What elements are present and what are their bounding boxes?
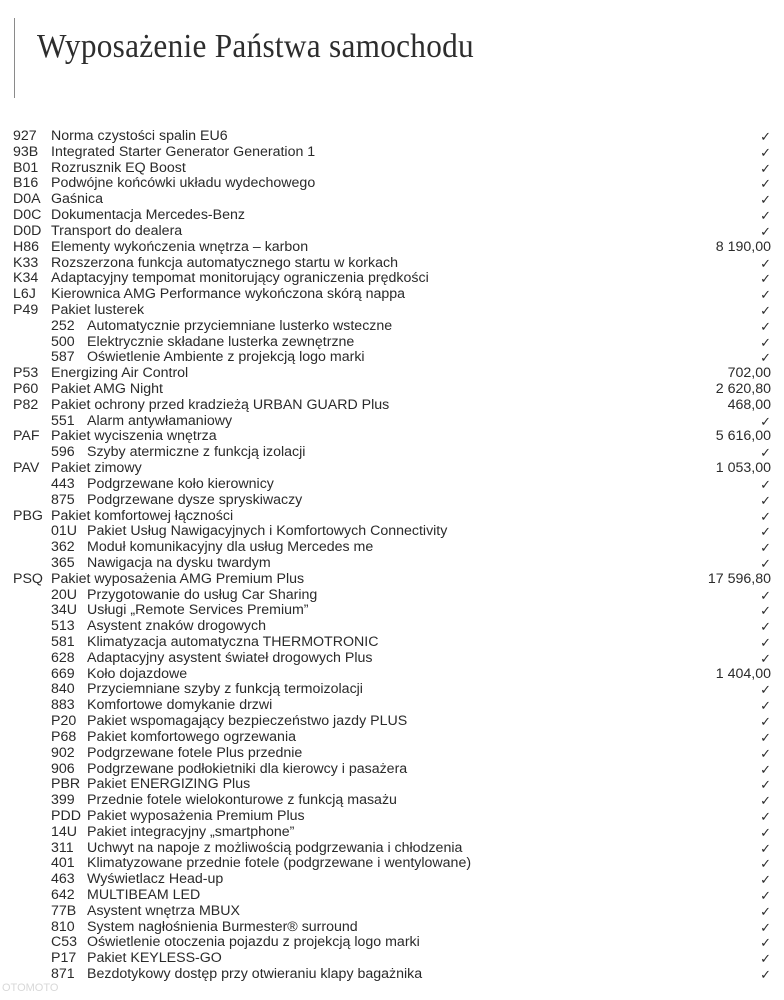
option-label: Przednie fotele wielokonturowe z funkcją masażu [87, 792, 397, 809]
equipment-subitem [0, 841, 784, 857]
included-check-icon: ✓ [760, 223, 771, 239]
equipment-subitem [0, 777, 784, 793]
included-check-icon: ✓ [760, 729, 771, 745]
included-check-icon: ✓ [760, 682, 771, 698]
equipment-subitem [0, 888, 784, 904]
included-check-icon: ✓ [760, 745, 771, 761]
option-label: Norma czystości spalin EU6 [51, 128, 228, 144]
option-label: Moduł komunikacyjny dla usług Mercedes me [87, 539, 374, 556]
title-accent-bar [14, 18, 15, 98]
included-check-icon: ✓ [760, 619, 771, 635]
option-code: PAV [13, 460, 40, 477]
included-check-icon: ✓ [760, 318, 771, 334]
option-code: B16 [13, 175, 39, 192]
option-label: Pakiet AMG Night [51, 381, 163, 397]
option-code: 34U [51, 602, 78, 619]
option-label: Usługi „Remote Services Premium” [87, 602, 309, 619]
included-check-icon: ✓ [760, 919, 771, 935]
included-check-icon: ✓ [760, 714, 771, 730]
option-label: Oświetlenie Ambiente z projekcją logo marki [87, 349, 365, 366]
option-label: Gaśnica [51, 191, 104, 208]
included-check-icon: ✓ [760, 271, 771, 287]
included-check-icon: ✓ [760, 144, 771, 160]
equipment-subitem [0, 556, 784, 572]
included-check-icon: ✓ [760, 793, 771, 809]
equipment-subitem [0, 809, 784, 825]
option-label: Automatycznie przyciemniane lusterko wsteczne [87, 317, 393, 334]
included-check-icon: ✓ [760, 587, 771, 603]
option-code: 401 [51, 855, 75, 872]
option-code: 810 [51, 918, 75, 935]
option-code: 14U [51, 823, 78, 840]
option-code: PAF [13, 428, 40, 445]
option-code: P60 [13, 381, 39, 397]
option-code: 77B [51, 902, 77, 919]
option-label: Pakiet KEYLESS-GO [87, 950, 222, 967]
equipment-item [0, 429, 784, 445]
option-label: Rozszerzona funkcja automatycznego startu w korkach [51, 254, 398, 271]
included-check-icon: ✓ [760, 176, 771, 192]
option-label: Bezdotykowy dostęp przy otwieraniu klapy bagażnika [87, 966, 423, 983]
included-check-icon: ✓ [760, 555, 771, 571]
equipment-subitem [0, 651, 784, 667]
option-code: 927 [13, 128, 37, 144]
option-code: PSQ [13, 570, 43, 587]
equipment-subitem [0, 793, 784, 809]
option-code: 596 [51, 444, 75, 461]
watermark: OTOMOTO [2, 982, 59, 994]
option-code: 513 [51, 618, 75, 635]
equipment-item [0, 572, 784, 588]
option-code: 906 [51, 760, 75, 777]
option-label: Pakiet Usług Nawigacyjnych i Komfortowych Connectivity [87, 523, 448, 540]
equipment-subitem [0, 904, 784, 920]
equipment-item [0, 192, 784, 208]
option-code: P49 [13, 301, 39, 318]
equipment-subitem [0, 730, 784, 746]
option-label: Klimatyzowane przednie fotele (podgrzewane i wentylowane) [87, 855, 472, 872]
included-check-icon: ✓ [760, 824, 771, 840]
equipment-subitem [0, 493, 784, 509]
option-label: Nawigacja na dysku twardym [87, 554, 271, 571]
equipment-subitem [0, 967, 784, 983]
option-price: 702,00 [727, 365, 771, 382]
option-label: Przyciemniane szyby z funkcją termoizolacji [87, 681, 363, 698]
option-code: 581 [51, 634, 75, 650]
option-code: 883 [51, 697, 75, 714]
option-code: 311 [51, 839, 74, 856]
option-label: Adaptacyjny asystent świateł drogowych Plus [87, 649, 373, 666]
included-check-icon: ✓ [760, 967, 771, 983]
option-label: Adaptacyjny tempomat monitorujący ograniczenia prędkości [51, 270, 429, 287]
option-code: 443 [51, 475, 75, 492]
equipment-subitem [0, 445, 784, 461]
equipment-subitem [0, 667, 784, 683]
equipment-subitem [0, 825, 784, 841]
option-label: Pakiet komfortowego ogrzewania [87, 728, 296, 745]
equipment-subitem [0, 588, 784, 604]
included-check-icon: ✓ [760, 255, 771, 271]
equipment-item [0, 208, 784, 224]
included-check-icon: ✓ [760, 350, 771, 366]
equipment-item [0, 461, 784, 477]
equipment-item [0, 161, 784, 177]
option-code: 500 [51, 333, 75, 350]
option-code: 20U [51, 586, 78, 603]
option-label: Rozrusznik EQ Boost [51, 159, 186, 176]
page-title: Wyposażenie Państwa samochodu [37, 28, 474, 65]
included-check-icon: ✓ [760, 524, 771, 540]
option-code: PBG [13, 507, 43, 524]
option-label: Szyby atermiczne z funkcją izolacji [87, 444, 306, 461]
equipment-item [0, 271, 784, 287]
included-check-icon: ✓ [760, 492, 771, 508]
equipment-list [0, 129, 784, 983]
option-code: K33 [13, 254, 39, 271]
included-check-icon: ✓ [760, 761, 771, 777]
option-code: P53 [13, 365, 39, 382]
option-label: Podgrzewane fotele Plus przednie [87, 744, 303, 761]
included-check-icon: ✓ [760, 302, 771, 318]
option-label: Uchwyt na napoje z możliwością podgrzewania i chłodzenia [87, 839, 463, 856]
option-code: 01U [51, 523, 78, 540]
option-code: 365 [51, 554, 75, 571]
option-code: B01 [13, 159, 39, 176]
included-check-icon: ✓ [760, 840, 771, 856]
equipment-subitem [0, 951, 784, 967]
option-label: Pakiet wyposażenia Premium Plus [87, 807, 305, 824]
option-label: Pakiet ochrony przed kradzieżą URBAN GUARD Plus [51, 396, 390, 413]
equipment-subitem [0, 856, 784, 872]
included-check-icon: ✓ [760, 445, 771, 461]
option-code: L6J [13, 286, 36, 303]
option-price: 8 190,00 [715, 238, 771, 255]
included-check-icon: ✓ [760, 777, 771, 793]
option-label: Alarm antywłamaniowy [87, 412, 233, 429]
option-code: P20 [51, 713, 77, 730]
option-label: Podwójne końcówki układu wydechowego [51, 175, 316, 192]
equipment-subitem [0, 350, 784, 366]
included-check-icon: ✓ [760, 872, 771, 888]
option-code: 875 [51, 491, 75, 508]
option-code: 669 [51, 665, 75, 682]
option-label: Kierownica AMG Performance wykończona skórą nappa [51, 286, 406, 303]
option-price: 2 620,80 [715, 381, 771, 397]
equipment-item [0, 145, 784, 161]
option-label: Pakiet lusterek [51, 301, 145, 318]
included-check-icon: ✓ [760, 129, 771, 144]
option-code: 399 [51, 792, 75, 809]
equipment-subitem [0, 714, 784, 730]
option-price: 1 404,00 [715, 665, 771, 682]
option-label: Koło dojazdowe [87, 665, 188, 682]
equipment-subitem [0, 698, 784, 714]
equipment-subitem [0, 920, 784, 936]
equipment-subitem [0, 603, 784, 619]
option-label: Podgrzewane podłokietniki dla kierowcy i pasażera [87, 760, 408, 777]
equipment-subitem [0, 319, 784, 335]
option-label: Asystent znaków drogowych [87, 618, 267, 635]
option-label: Elektrycznie składane lusterka zewnętrzne [87, 333, 355, 350]
option-code: 551 [51, 412, 75, 429]
option-code: 93B [13, 143, 39, 160]
included-check-icon: ✓ [760, 413, 771, 429]
equipment-subitem [0, 540, 784, 556]
option-code: 252 [51, 317, 75, 334]
option-price: 468,00 [727, 396, 771, 413]
option-code: 362 [51, 539, 75, 556]
option-label: Pakiet wspomagający bezpieczeństwo jazdy PLUS [87, 713, 408, 730]
equipment-item [0, 303, 784, 319]
option-label: System nagłośnienia Burmester® surround [87, 918, 358, 935]
included-check-icon: ✓ [760, 698, 771, 714]
equipment-item [0, 256, 784, 272]
equipment-subitem [0, 746, 784, 762]
option-price: 5 616,00 [715, 428, 771, 445]
equipment-item [0, 366, 784, 382]
option-label: Podgrzewane koło kierownicy [87, 475, 274, 492]
option-code: 902 [51, 744, 75, 761]
option-code: D0D [13, 222, 42, 239]
equipment-subitem [0, 619, 784, 635]
included-check-icon: ✓ [760, 334, 771, 350]
option-code: 587 [51, 349, 75, 366]
option-code: C53 [51, 934, 78, 951]
option-code: 642 [51, 887, 75, 903]
included-check-icon: ✓ [760, 540, 771, 556]
included-check-icon: ✓ [760, 208, 771, 224]
option-label: Podgrzewane dysze spryskiwaczy [87, 491, 303, 508]
option-code: P68 [51, 728, 77, 745]
equipment-subitem [0, 935, 784, 951]
option-code: 871 [51, 966, 75, 983]
option-code: D0C [13, 207, 42, 224]
option-price: 1 053,00 [715, 460, 771, 477]
included-check-icon: ✓ [760, 635, 771, 650]
option-label: Asystent wnętrza MBUX [87, 902, 240, 919]
option-label: Integrated Starter Generator Generation 1 [51, 143, 316, 160]
included-check-icon: ✓ [760, 650, 771, 666]
option-code: H86 [13, 238, 40, 255]
equipment-item [0, 224, 784, 240]
equipment-item [0, 382, 784, 398]
included-check-icon: ✓ [760, 603, 771, 619]
equipment-subitem [0, 477, 784, 493]
included-check-icon: ✓ [760, 287, 771, 303]
included-check-icon: ✓ [760, 192, 771, 208]
equipment-subitem [0, 682, 784, 698]
option-code: D0A [13, 191, 41, 208]
option-label: Pakiet ENERGIZING Plus [87, 776, 251, 793]
equipment-subitem [0, 524, 784, 540]
included-check-icon: ✓ [760, 951, 771, 967]
equipment-item [0, 240, 784, 256]
equipment-subitem [0, 635, 784, 651]
option-code: 463 [51, 871, 75, 888]
option-code: P82 [13, 396, 39, 413]
option-label: Oświetlenie otoczenia pojazdu z projekcją logo marki [87, 934, 420, 951]
option-code: 628 [51, 649, 75, 666]
option-label: Transport do dealera [51, 222, 183, 239]
equipment-item [0, 287, 784, 303]
equipment-item [0, 509, 784, 525]
option-label: Komfortowe domykanie drzwi [87, 697, 273, 714]
option-label: Klimatyzacja automatyczna THERMOTRONIC [87, 634, 379, 650]
option-label: Elementy wykończenia wnętrza – karbon [51, 238, 309, 255]
option-code: 840 [51, 681, 75, 698]
included-check-icon: ✓ [760, 856, 771, 872]
equipment-item [0, 176, 784, 192]
option-label: Pakiet wyposażenia AMG Premium Plus [51, 570, 305, 587]
included-check-icon: ✓ [760, 903, 771, 919]
option-label: Dokumentacja Mercedes-Benz [51, 207, 245, 224]
equipment-item [0, 398, 784, 414]
option-code: P17 [51, 950, 77, 967]
included-check-icon: ✓ [760, 476, 771, 492]
equipment-subitem [0, 872, 784, 888]
option-label: Przygotowanie do usług Car Sharing [87, 586, 318, 603]
option-label: Wyświetlacz Head-up [87, 871, 224, 888]
included-check-icon: ✓ [760, 808, 771, 824]
option-label: Energizing Air Control [51, 365, 189, 382]
included-check-icon: ✓ [760, 888, 771, 903]
equipment-item [0, 129, 784, 145]
option-code: K34 [13, 270, 39, 287]
included-check-icon: ✓ [760, 508, 771, 524]
option-label: MULTIBEAM LED [87, 887, 201, 903]
equipment-subitem [0, 335, 784, 351]
included-check-icon: ✓ [760, 935, 771, 951]
option-label: Pakiet zimowy [51, 460, 142, 477]
option-code: PBR [51, 776, 81, 793]
option-price: 17 596,80 [707, 570, 771, 587]
equipment-subitem [0, 762, 784, 778]
equipment-subitem [0, 414, 784, 430]
option-label: Pakiet wyciszenia wnętrza [51, 428, 217, 445]
option-code: PDD [51, 807, 81, 824]
included-check-icon: ✓ [760, 160, 771, 176]
option-label: Pakiet komfortowej łączności [51, 507, 234, 524]
option-label: Pakiet integracyjny „smartphone” [87, 823, 295, 840]
